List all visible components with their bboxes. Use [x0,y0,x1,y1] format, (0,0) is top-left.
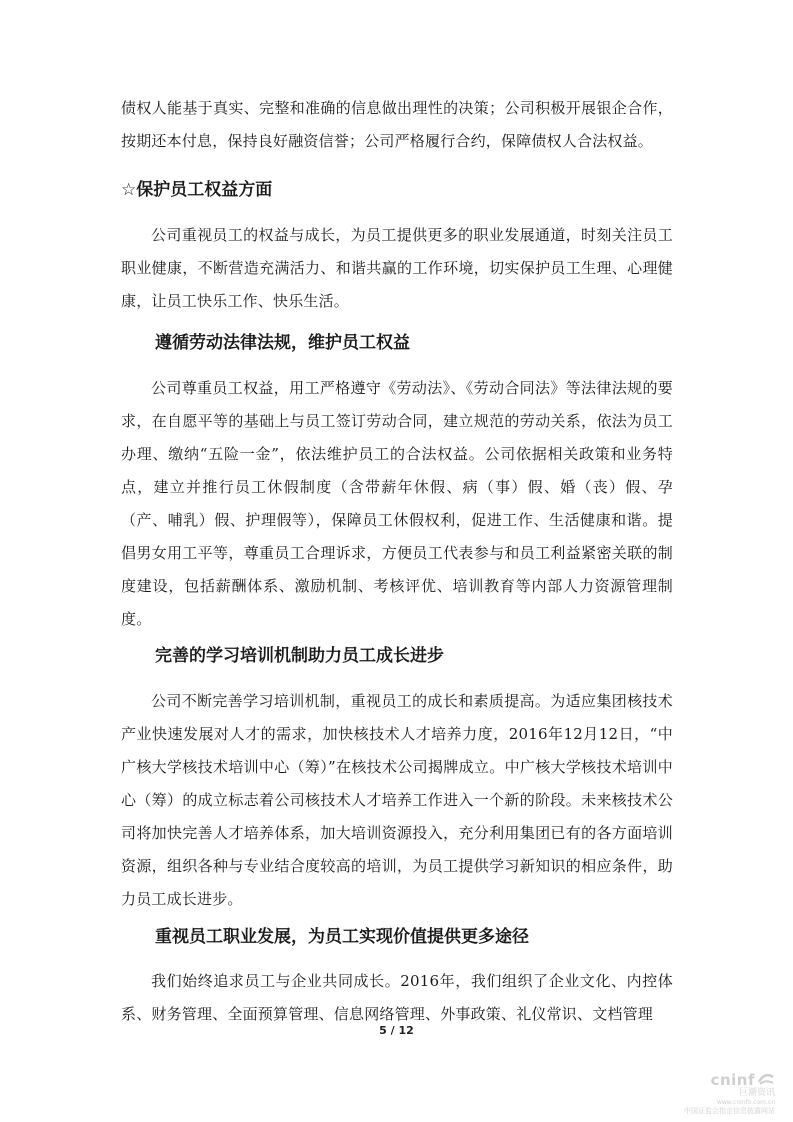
subsection-body-training: 公司不断完善学习培训机制，重视员工的成长和素质提高。为适应集团核技术产业快速发展对人才的需求，加快核技术人才培养力度，2016年12月12日，“中广核大学核技术培训中心（筹）”在核技术公司揭牌成立。中广核大学核技术培训中心（筹）的成立标志着公司核技术人才培养工作进入一个新的阶段。未来核技术公司将加快完善人才培养体系，加大培训资源投入，充分利用集团已有的各方面培训资源，组织各种与专业结合度较高的培训，为员工提供学习新知识的相应条件，助力员工成长进步。 [121,692,673,908]
subsection-body-career: 我们始终追求员工与企业共同成长。2016年，我们组织了企业文化、内控体系、财务管理、全面预算管理、信息网络管理、外事政策、礼仪常识、文档管理 [121,972,673,1023]
watermark-url: www.cninfo.com.cn [716,1099,775,1106]
subsection-heading-career: 重视员工职业发展，为员工实现价值提供更多途径 [155,927,529,947]
watermark-cn-name: 巨潮资讯 [738,1088,775,1098]
subsection-heading-training: 完善的学习培训机制助力员工成长进步 [155,646,444,666]
page-number: 5 / 12 [379,1024,414,1037]
subsection-heading-labor-law: 遵循劳动法律法规，维护员工权益 [155,333,410,353]
cninfo-watermark [675,1072,775,1116]
section-title: ☆保护员工权益方面 [121,180,273,200]
watermark-logo [675,1072,775,1088]
subsection-body-labor-law: 公司尊重员工权益，用工严格遵守《劳动法》、《劳动合同法》等法律法规的要求，在自愿平等的基础上与员工签订劳动合同，建立规范的劳动关系，依法为员工办理、缴纳“五险一金”，依法维护员工的合法权益。公司依据相关政策和业务特点，建立并推行员工休假制度（含带薪年休假、病（事）假、婚（丧）假、孕（产、哺乳）假、护理假等），保障员工休假权利，促进工作、生活健康和谐。提倡男女用工平等，尊重员工合理诉求，方便员工代表参与和员工利益紧密关联的制度建设，包括薪酬体系、激励机制、考核评优、培训教育等内部人力资源管理制度。 [121,379,673,628]
watermark-org: 中国证监会指定信息披露网站 [684,1107,775,1115]
watermark-logo-text: cninf [710,1071,755,1089]
section-intro-paragraph: 公司重视员工的权益与成长，为员工提供更多的职业发展通道，时刻关注员工职业健康，不断营造充满活力、和谐共赢的工作环境，切实保护员工生理、心理健康，让员工快乐工作、快乐生活。 [121,226,673,310]
swoosh-icon [757,1072,775,1086]
intro-paragraph: 债权人能基于真实、完整和准确的信息做出理性的决策；公司积极开展银企合作，按期还本付息，保持良好融资信誉；公司严格履行合约，保障债权人合法权益。 [121,99,673,150]
